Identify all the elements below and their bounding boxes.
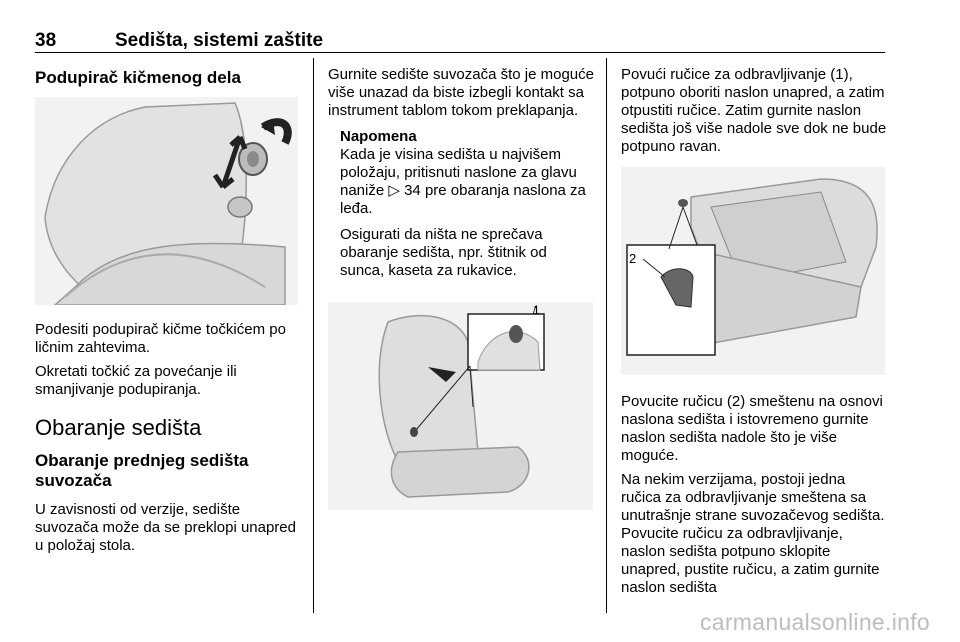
paragraph: Okretati točkić za povećanje ili smanjivanje podupiranja. [35,363,237,398]
subsection-heading: Obaranje prednjeg sedišta suvozača [35,451,249,490]
page-number: 38 [35,30,57,51]
column-3 [621,60,889,156]
section-heading-lumbar: Podupirač kičmenog dela [35,68,241,87]
column-divider-1 [313,58,314,613]
paragraph: Osigurati da ništa ne sprečava obaranje sedišta, npr. štitnik od sunca, kaseta za rukavice. [340,226,547,279]
column-1-lower [35,321,303,555]
page-ref-link[interactable]: 34 [404,182,421,199]
column-2 [328,60,594,280]
note-text-part: Kada je visina sedišta u najvišem položaju, pritisnuti naslone za glavu naniže [340,146,577,199]
note-box [340,128,594,280]
paragraph: Podesiti podupirač kičme točkićem po ličnim zahtevima. [35,321,286,356]
note-text [340,146,594,218]
paragraph: Povucite ručicu (2) smeštenu na osnovi naslona sedišta i istovremeno gurnite naslon sedišta nadole što je više moguće. [621,393,883,464]
section-heading-fold: Obaranje sedišta [35,415,202,440]
paragraph: Gurnite sedište suvozača što je moguće više unazad da biste izbegli kontakt sa instrument tablom tokom preklapanja. [328,66,594,119]
page-title: Sedišta, sistemi zaštite [115,30,324,51]
seat-fold-illustration [328,302,593,510]
column-divider-2 [606,58,607,613]
callout-2: 2 [629,251,637,266]
column-3-lower [621,393,889,597]
note-text-part: pre obaranja naslona za leđa. [340,182,586,217]
callout-1: 1 [533,303,540,317]
paragraph: Povući ručice za odbravljivanje (1), potpuno oboriti naslon unapred, a zatim otpustiti ručice. Zatim gurnite naslon sedišta još više nadole sve dok ne bude potpuno ravan. [621,66,887,155]
backrest-lever-illustration [621,167,885,375]
column-1 [35,60,300,88]
page-header [35,30,885,53]
page-ref-icon: ▷ [388,182,400,199]
note-heading: Napomena [340,128,417,145]
lumbar-support-illustration [35,97,298,305]
watermark: carmanualsonline.info [699,609,930,635]
paragraph: Na nekim verzijama, postoji jedna ručica za odbravljivanje smeštena sa unutrašnje strane suvozačevog sedišta. Povucite ručicu za odbravljivanje, naslon sedišta potpuno sklopite unapred, pustite ručicu, a zatim gurnite naslon sedišta [621,471,885,596]
paragraph: U zavisnosti od verzije, sedište suvozača može da se preklopi unapred u položaj stola. [35,501,296,554]
